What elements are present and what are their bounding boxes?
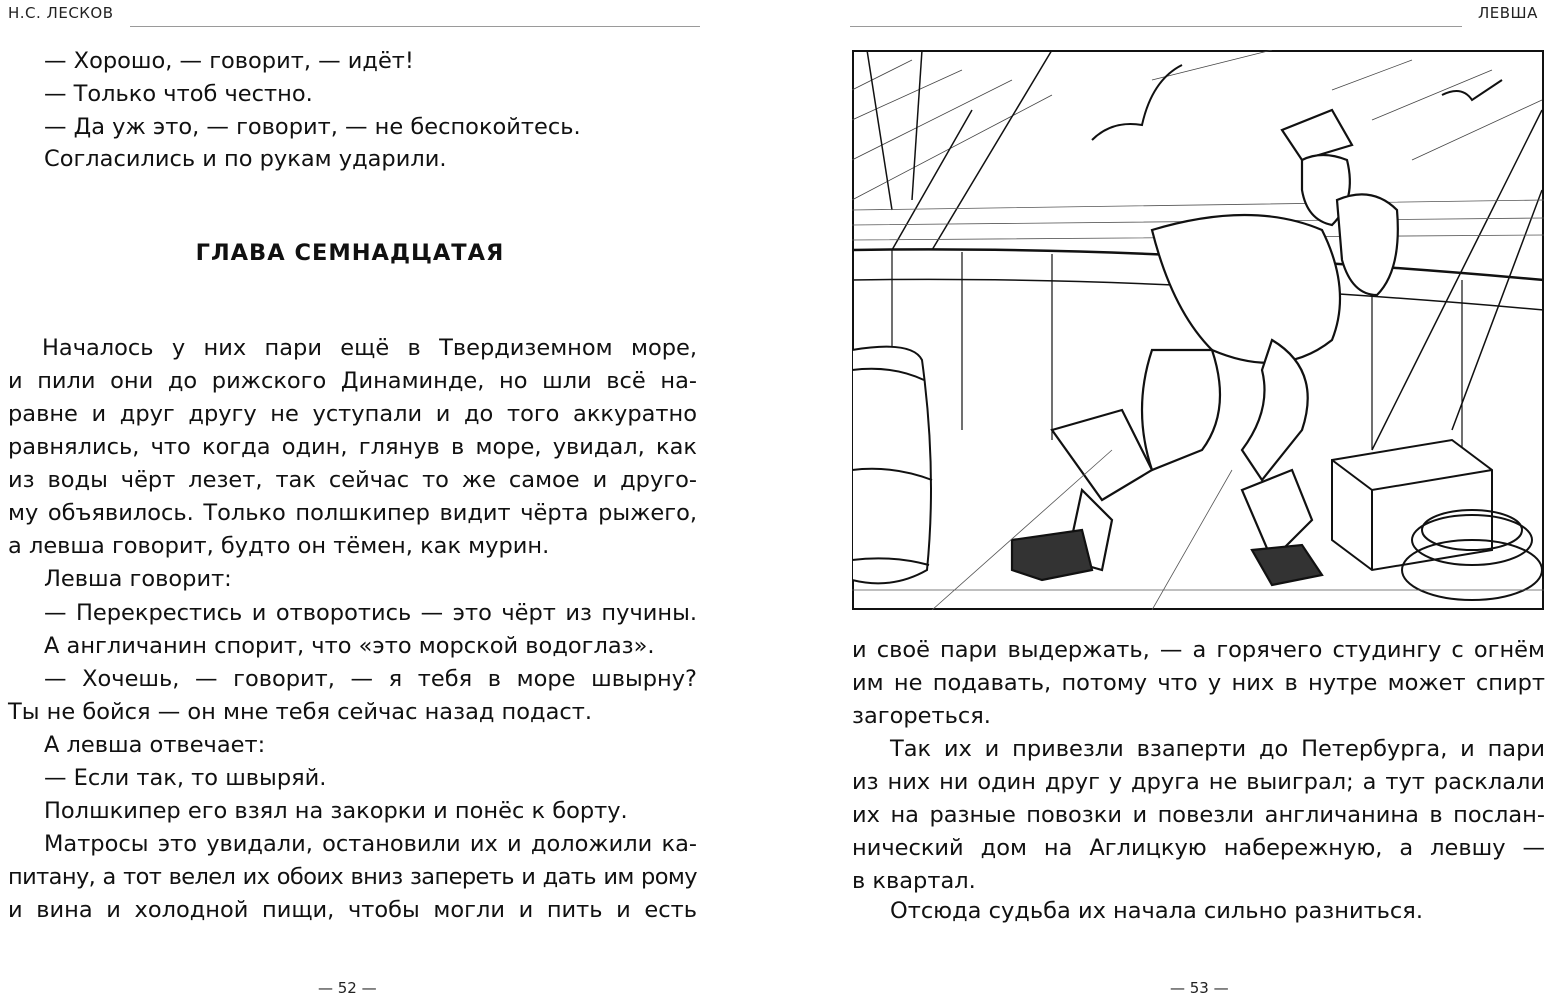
chapter-title: ГЛАВА СЕМНАДЦАТАЯ xyxy=(195,240,505,266)
text-line: А левша отвечает: xyxy=(44,732,266,758)
text-line: — Перекрестись и отворотись — это чёрт из пучины. xyxy=(44,600,697,626)
text-line: Началось у них пари ещё в Твердиземном море, xyxy=(42,335,697,361)
header-rule-left xyxy=(130,26,700,27)
ship-deck-illustration xyxy=(852,50,1544,610)
text-line: загореться. xyxy=(852,703,991,729)
text-line: равнялись, что когда один, глянув в море, увидал, как xyxy=(8,434,697,460)
text-line: питану, а тот велел их обоих вниз запереть и дать им рому xyxy=(8,864,697,890)
text-line: их на разные повозки и повезли англичанина в послан- xyxy=(852,802,1545,828)
running-head-right: ЛЕВША xyxy=(1478,4,1538,22)
text-line: Отсюда судьба их начала сильно разниться. xyxy=(890,898,1423,924)
text-line: им не подавать, потому что у них в нутре может спирт xyxy=(852,670,1545,696)
text-line: Так их и привезли взаперти до Петербурга, и пари xyxy=(890,736,1545,762)
text-line: из них ни один друг у друга не выиграл; а тут расклали xyxy=(852,769,1545,795)
running-head-left: Н.С. ЛЕСКОВ xyxy=(8,4,114,22)
text-line: и вина и холодной пищи, чтобы могли и пить и есть xyxy=(8,897,697,923)
text-line: — Хочешь, — говорит, — я тебя в море швырну? xyxy=(44,666,697,692)
text-line: — Только чтоб честно. xyxy=(44,81,313,107)
text-line: и пили они до рижского Динаминде, но шли всё на- xyxy=(8,368,697,394)
text-line: Полшкипер его взял на закорки и понёс к борту. xyxy=(44,798,628,824)
text-line: нический дом на Аглицкую набережную, а левшу — xyxy=(852,835,1545,861)
barrel-icon xyxy=(852,347,932,584)
text-line: Ты не бойся — он мне тебя сейчас назад подаст. xyxy=(8,699,593,725)
text-line: а левша говорит, будто он тёмен, как мурин. xyxy=(8,533,550,559)
text-line: из воды чёрт лезет, так сейчас то же самое и друго- xyxy=(8,467,697,493)
text-line: — Хорошо, — говорит, — идёт! xyxy=(44,48,414,74)
text-line: — Да уж это, — говорит, — не беспокойтесь. xyxy=(44,114,581,140)
text-line: Матросы это увидали, остановили их и доложили ка- xyxy=(44,831,697,857)
text-line: — Если так, то швыряй. xyxy=(44,765,327,791)
page-number-right: — 53 — xyxy=(1170,979,1229,997)
text-line: му объявилось. Только полшкипер видит чёрта рыжего, xyxy=(8,500,697,526)
page-number-left: — 52 — xyxy=(318,979,377,997)
text-line: Левша говорит: xyxy=(44,566,232,592)
text-line: А англичанин спорит, что «это морской водоглаз». xyxy=(44,633,655,659)
header-rule-right xyxy=(850,26,1462,27)
text-line: в квартал. xyxy=(852,868,976,894)
text-line: равне и друг другу не уступали и до того аккуратно xyxy=(8,401,697,427)
text-line: Согласились и по рукам ударили. xyxy=(44,146,447,172)
text-line: и своё пари выдержать, — а горячего студингу с огнём xyxy=(852,637,1545,663)
